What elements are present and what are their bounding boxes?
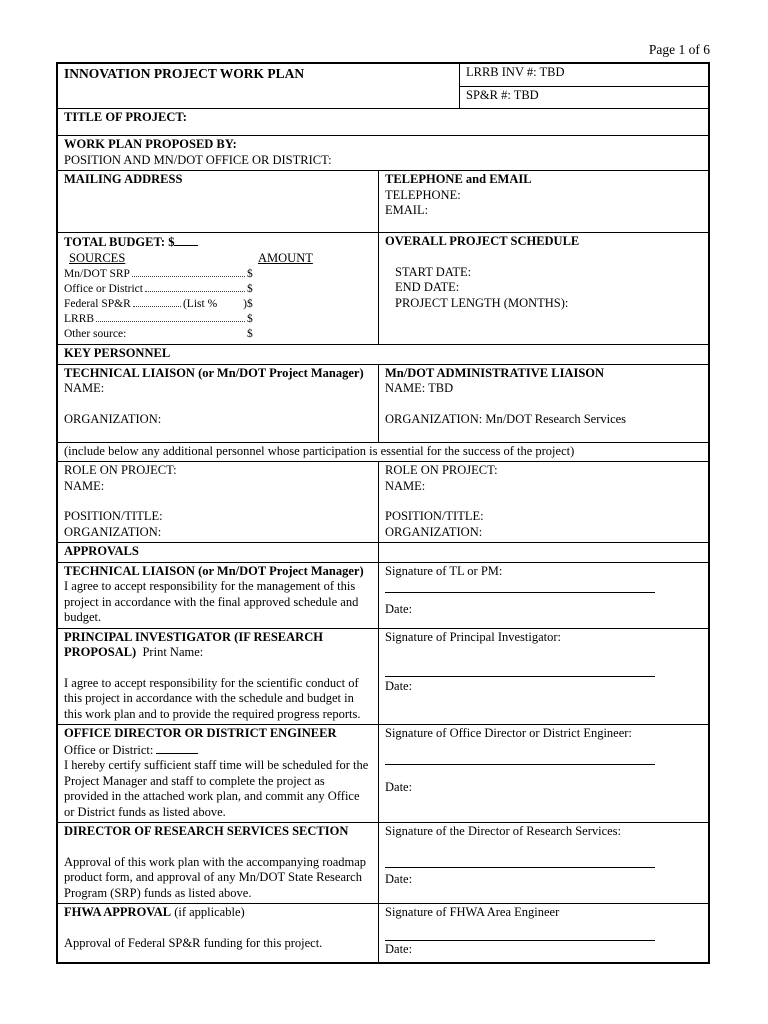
pi-signature-cell	[379, 629, 708, 725]
end-date-label: END DATE:	[395, 280, 460, 294]
approvals-header-row	[58, 543, 708, 563]
name-value: NAME: TBD	[385, 381, 454, 395]
mailing-address-label: MAILING ADDRESS	[64, 172, 183, 186]
approvals-header-empty-cell	[379, 543, 708, 562]
pi-approval-body: I agree to accept responsibility for the scientific conduct of this project in accordance with the schedule and budget in this work plan and to provide the required progress reports.	[64, 675, 361, 721]
pi-approval-statement-cell	[58, 629, 379, 725]
signature-label: Signature of the Director of Research Services:	[385, 824, 622, 838]
key-personnel-header-cell	[58, 345, 708, 364]
budget-blank-line	[174, 234, 198, 246]
mailing-contact-row	[58, 171, 708, 233]
schedule-header: OVERALL PROJECT SCHEDULE	[385, 234, 580, 248]
organization-label: ORGANIZATION:	[64, 524, 162, 539]
dr-approval-statement-cell	[58, 823, 379, 903]
spacer	[64, 840, 372, 855]
role-label: ROLE ON PROJECT:	[64, 463, 177, 477]
key-personnel-header: KEY PERSONNEL	[64, 346, 171, 360]
form-header-row	[58, 64, 708, 109]
tl-approval-statement-cell	[58, 563, 379, 628]
budget-row-office-district: Office or District $	[64, 283, 253, 295]
budget-schedule-row	[58, 233, 708, 345]
dr-approval-title: DIRECTOR OF RESEARCH SERVICES SECTION	[64, 824, 349, 838]
amount-dollar-sign: $	[247, 298, 253, 310]
signature-line	[385, 764, 655, 765]
od-approval-body: I hereby certify sufficient staff time will be scheduled for the Project Manager and staff to complete the project as provided in the attached work plan, and commit any Office or District funds as listed above.	[64, 758, 369, 819]
spacer	[64, 921, 372, 936]
email-label: EMAIL:	[385, 203, 429, 217]
fhwa-approval-row	[58, 904, 708, 962]
contact-cell	[379, 171, 708, 232]
date-label: Date:	[385, 779, 413, 794]
tl-approval-body: I agree to accept responsibility for the management of this project in accordance with the final approved schedule and budget.	[64, 579, 359, 624]
title-of-project-label: TITLE OF PROJECT:	[64, 110, 187, 124]
sources-header: SOURCES	[69, 251, 126, 265]
signature-label: Signature of FHWA Area Engineer	[385, 905, 560, 919]
organization-label: ORGANIZATION:	[385, 524, 483, 539]
role-label: ROLE ON PROJECT:	[385, 463, 498, 477]
name-label: NAME:	[385, 478, 426, 493]
amount-dollar-sign: $	[247, 313, 253, 325]
fhwa-approval-statement-cell	[58, 904, 379, 962]
proposed-by-label: WORK PLAN PROPOSED BY:	[64, 137, 237, 151]
spacer	[385, 494, 702, 509]
technical-liaison-title: TECHNICAL LIAISON (or Mn/DOT Project Manager)	[64, 365, 364, 380]
schedule-cell	[379, 233, 708, 344]
signature-line	[385, 592, 655, 593]
signature-line	[385, 940, 655, 941]
amount-dollar-sign: $	[247, 268, 253, 280]
print-name-label: Print Name:	[142, 645, 204, 659]
form-title-cell	[58, 64, 460, 108]
budget-column-headers	[64, 251, 372, 266]
inv-numbers-cell	[460, 64, 708, 108]
budget-row-lrrb: LRRB $	[64, 313, 253, 325]
dot-leader	[132, 276, 245, 277]
liaison-row	[58, 365, 708, 443]
tl-approval-row	[58, 563, 708, 629]
budget-row-other-source: Other source: $	[64, 328, 253, 340]
name-label: NAME:	[64, 381, 105, 395]
od-signature-cell	[379, 725, 708, 822]
date-label: Date:	[385, 602, 413, 616]
administrative-liaison-cell	[379, 365, 708, 442]
approvals-header: APPROVALS	[64, 544, 139, 558]
dot-leader	[133, 306, 181, 307]
work-plan-form	[56, 62, 710, 964]
approvals-header-cell	[58, 543, 379, 562]
form-title: INNOVATION PROJECT WORK PLAN	[64, 66, 305, 81]
spr-number: SP&R #: TBD	[466, 87, 539, 102]
additional-personnel-note: (include below any additional personnel whose participation is essential for the success of the project)	[64, 443, 575, 458]
signature-label: Signature of TL or PM:	[385, 563, 503, 578]
administrative-liaison-title: Mn/DOT ADMINISTRATIVE LIAISON	[385, 365, 605, 380]
fhwa-approval-title-line: FHWA APPROVAL (if applicable)	[64, 905, 245, 919]
position-title-label: POSITION/TITLE:	[64, 509, 163, 523]
spacer	[64, 397, 372, 412]
date-label: Date:	[385, 871, 413, 886]
spacer	[385, 397, 702, 412]
office-or-district-line: Office or District:	[64, 742, 372, 759]
amount-dollar-sign: $	[247, 328, 253, 340]
od-approval-row	[58, 725, 708, 823]
lrrb-inv-number: LRRB INV #: TBD	[460, 64, 708, 87]
budget-row-federal-spr: Federal SP&R (List % ) $	[64, 298, 253, 310]
title-of-project-row	[58, 109, 708, 136]
signature-label: Signature of Office Director or District Engineer:	[385, 726, 632, 740]
tl-signature-cell	[379, 563, 708, 628]
fhwa-signature-cell	[379, 904, 708, 962]
position-office-label: POSITION AND MN/DOT OFFICE OR DISTRICT:	[64, 152, 332, 167]
telephone-label: TELEPHONE:	[385, 187, 461, 202]
project-length-label: PROJECT LENGTH (MONTHS):	[395, 295, 569, 310]
role-right-cell	[379, 462, 708, 542]
technical-liaison-cell	[58, 365, 379, 442]
amount-header: AMOUNT	[258, 251, 313, 265]
position-title-label: POSITION/TITLE:	[385, 509, 484, 523]
page-number: Page 1 of 6	[648, 42, 710, 57]
dr-approval-body: Approval of this work plan with the accompanying roadmap product form, and approval of any Mn/DOT State Research Program (SRP) funds as listed above.	[64, 854, 367, 900]
signature-line	[385, 676, 655, 677]
dot-leader	[96, 321, 245, 322]
role-left-cell	[58, 462, 379, 542]
contact-header: TELEPHONE and EMAIL	[385, 172, 532, 186]
organization-label: ORGANIZATION:	[64, 411, 162, 426]
tl-approval-title: TECHNICAL LIAISON (or Mn/DOT Project Manager)	[64, 563, 364, 578]
spacer	[385, 250, 702, 265]
office-district-blank-line	[156, 742, 198, 754]
signature-line	[385, 867, 655, 868]
spacer	[64, 661, 372, 676]
budget-row-mndot-srp: Mn/DOT SRP $	[64, 268, 253, 280]
od-approval-title: OFFICE DIRECTOR OR DISTRICT ENGINEER	[64, 726, 337, 740]
dot-leader	[145, 291, 245, 292]
budget-cell	[58, 233, 379, 344]
dr-approval-row	[58, 823, 708, 904]
total-budget-label: TOTAL BUDGET: $	[64, 234, 372, 250]
if-applicable-label: (if applicable)	[174, 905, 245, 919]
additional-personnel-note-row	[58, 443, 708, 463]
od-approval-statement-cell	[58, 725, 379, 822]
signature-label: Signature of Principal Investigator:	[385, 629, 562, 644]
mailing-address-cell	[58, 171, 379, 232]
start-date-label: START DATE:	[395, 264, 472, 279]
proposed-by-row	[58, 136, 708, 171]
role-on-project-row	[58, 462, 708, 543]
name-label: NAME:	[64, 478, 105, 493]
title-of-project-cell	[58, 109, 708, 135]
date-label: Date:	[385, 679, 413, 693]
key-personnel-header-row	[58, 345, 708, 365]
amount-dollar-sign: $	[247, 283, 253, 295]
organization-value: ORGANIZATION: Mn/DOT Research Services	[385, 411, 627, 426]
spacer	[64, 494, 372, 509]
dr-signature-cell	[379, 823, 708, 903]
pi-approval-row	[58, 629, 708, 726]
fhwa-approval-body: Approval of Federal SP&R funding for this project.	[64, 935, 323, 950]
pi-approval-title-line: PRINCIPAL INVESTIGATOR (IF RESEARCH PROPOSAL) Print Name:	[64, 629, 323, 659]
date-label: Date:	[385, 941, 413, 956]
proposed-by-cell	[58, 136, 708, 170]
